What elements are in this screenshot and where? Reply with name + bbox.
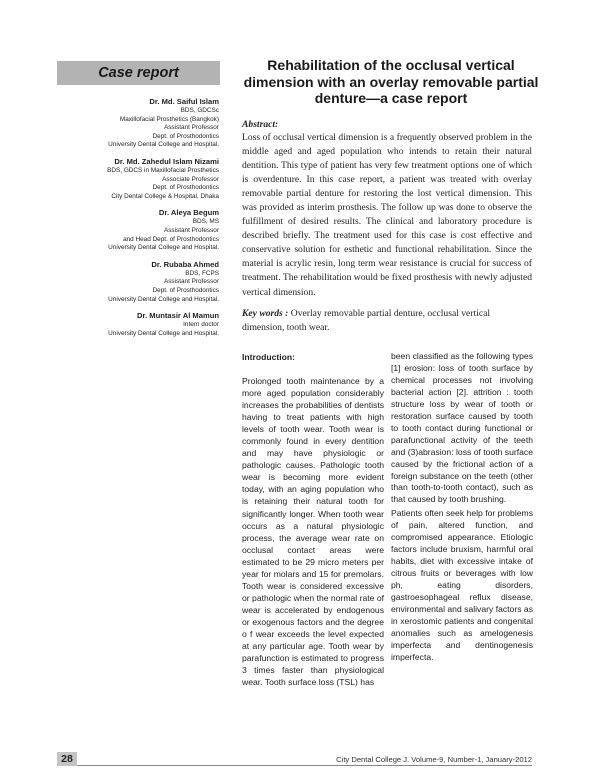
keywords (242, 307, 532, 335)
author-credential: BDS, FCPS (185, 269, 219, 277)
author-credential: Associate Professor (162, 175, 219, 183)
author-entry (19, 96, 219, 150)
abstract-text: Loss of occlusal vertical dimension is a frequently observed problem in the middle aged and aged population who intends to retain their natural dentition. This type of patient has very few treatment options one of which is overdenture. In this case report, a patient was treated with overlay removable partial denture for restoring the lost vertical dimension. This was provided as interim prosthesis. The follow up was done to observe the fulfillment of desired results. The clinical and laboratory procedure is described briefly. The treatment used for this case is cost effective and conservative solution for esthetic and functional rehabilitation. Since the material is acrylic resin, long term wear resistance is crucial for success of treatment. The rehabilitation would be fixed prosthesis with newly adjusted vertical dimension. (242, 132, 532, 298)
author-credential: Assistant Professor (163, 226, 219, 234)
author-name: Dr. Md. Zahedul Islam Nizami (114, 156, 219, 166)
author-credential: BDS, GDCSc (180, 107, 219, 114)
author-list (19, 96, 219, 344)
author-credential: University Dental College and Hospital. (108, 295, 219, 303)
author-credential: Dept. of Prosthodontics (152, 286, 219, 294)
author-credential: University Dental College and Hospital. (108, 141, 219, 149)
page-number: 28 (57, 752, 77, 766)
body-paragraph: been classified as the following types [1] erosion: loss of tooth surface by chemical processes not involving bacterial action [2]. attrition : tooth structure loss by wear of tooth or restoration surface caused by tooth to tooth contact during functional or parafunctional activity of the teeth and (3)abrasion: loss of tooth surface caused by the frictional action of a foreign substance on the teeth (other than tooth-to-tooth contact), such as that caused by tooth brushing. (391, 351, 533, 505)
author-credential: City Dental College & Hospital, Dhaka (111, 192, 219, 200)
author-credential: University Dental College and Hospital. (108, 329, 219, 337)
section-label: Case report (57, 61, 220, 85)
author-credential: Maxillofacial Prosthetics (Bangkok) (119, 115, 219, 123)
introduction-column-1: Prolonged tooth maintenance by a more aged population considerably increases the probabilities of dentists having to treat patients with high levels of tooth wear. Tooth wear is commonly found in every dentition and may have physiologic or pathologic causes. Pathologic tooth wear is becoming more evident today, with an aging population who is retaining their natural tooth for significantly longer. When tooth wear occurs as a natural physiologic process, the average wear rate on occlusal contact areas were estimated to be 29 micro meters per year for molars and 15 for premolars. Tooth wear is considered excessive or pathologic when the normal rate of wear is accelerated by endogenous or exogenous factors and the degree o f wear exceeds the level expected at any particular age. Tooth wear by parafunction is estimated to progress 3 times faster than physiological wear. Tooth surface loss (TSL) has (242, 376, 384, 688)
introduction-heading: Introduction: (242, 352, 295, 362)
author-entry (19, 156, 219, 201)
body-paragraph: Patients often seek help for problems of pain, altered function, and compromised appearance. Etiologic factors include bruxism, harmful oral habits, diet with excessive intake of citrous fruits or beverages with low ph, eating disorders, gastroesophageal reflux disease, environmental and salivary factors as in xerostomic patients and congenital anomalies such as amelogenesis imperfecta and dentinogenesis imperfecta. (391, 508, 533, 662)
introduction-column-2 (391, 351, 533, 664)
author-name: Dr. Md. Saiful Islam (149, 97, 219, 106)
author-name: Dr. Rubaba Ahmed (151, 259, 219, 269)
keywords-label: Key words : (242, 308, 289, 319)
author-credential: Assistant Professor (163, 124, 219, 132)
author-credential: Intern doctor (183, 321, 219, 329)
author-credential: BDS, MS (192, 218, 219, 226)
author-entry (19, 207, 219, 252)
author-entry (19, 310, 219, 338)
author-credential: Dept. of Prosthodontics (152, 184, 219, 192)
author-name: Dr. Aleya Begum (158, 208, 219, 218)
author-name: Dr. Muntasir Al Mamun (137, 311, 219, 321)
author-credential: Dept. of Prosthodontics (152, 132, 219, 140)
article-title: Rehabilitation of the occlusal vertical dimension with an overlay removable partial denture—a case report (243, 57, 539, 106)
author-credential: Assistant Professor (163, 278, 219, 286)
author-credential: BDS, GDCS in Maxillofacial Prosthetics (107, 166, 219, 174)
keywords-text: Overlay removable partial denture, occlusal vertical dimension, tooth wear. (242, 308, 491, 333)
journal-citation: City Dental College J. Volume-9, Number-1, January-2012 (336, 755, 532, 764)
footer-divider (77, 765, 532, 766)
author-credential: and Head Dept. of Prosthodontics (123, 235, 219, 243)
abstract-heading: Abstract: (242, 119, 279, 130)
author-entry (19, 259, 219, 304)
author-credential: University Dental College and Hospital. (108, 244, 219, 252)
